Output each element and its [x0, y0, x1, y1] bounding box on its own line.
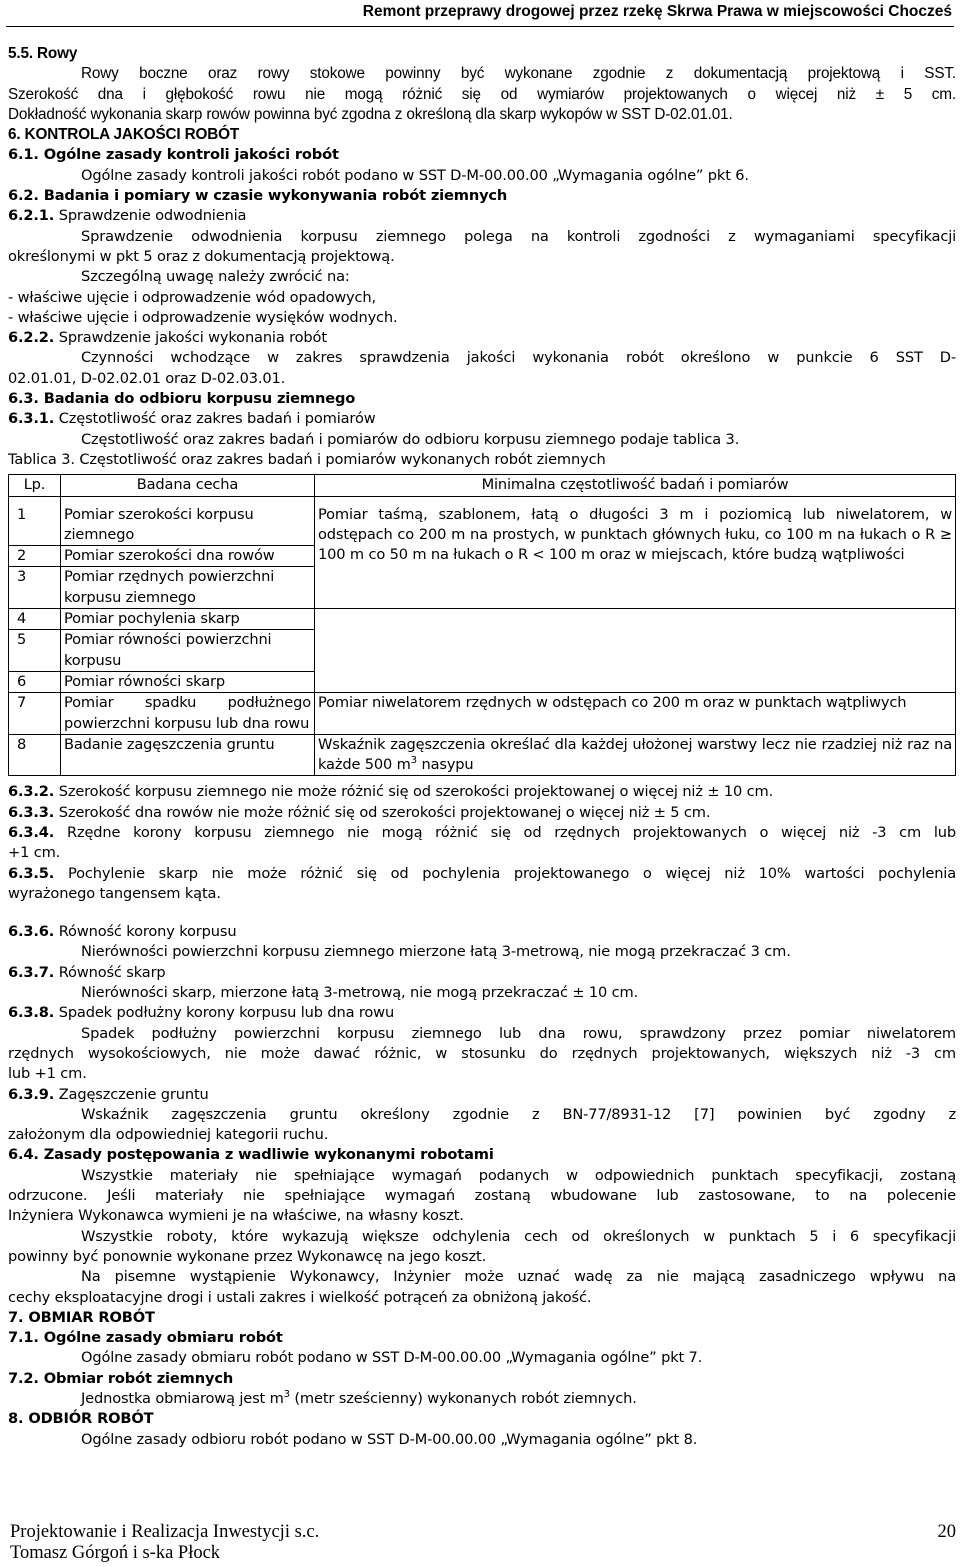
table-cell-czestotliwosc: Pomiar niwelatorem rzędnych w odstępach co 200 m oraz w punktach wątpliwych: [315, 693, 956, 735]
paragraph: powinny być ponownie wykonane przez Wykonawcę na jego koszt.: [8, 1247, 487, 1265]
table-header-cell: Badana cecha: [61, 475, 315, 496]
paragraph: Jednostka obmiarową jest $m^3$ (metr sześcienny) wykonanych robót ziemnych.: [81, 1389, 637, 1407]
paragraph: 6.3.3. Szerokość dna rowów nie może różnić się od szerokości projektowanej o więcej niż ± 5 cm.: [8, 803, 711, 821]
table-cell-cecha: Pomiar równości skarp: [61, 671, 315, 692]
table-cell-cecha: Pomiar pochylenia skarp: [61, 609, 315, 630]
page-header: Remont przeprawy drogowej przez rzekę Skrwa Prawa w miejscowości Chocześ: [362, 3, 952, 20]
table-caption: Tablica 3. Częstotliwość oraz zakres badań i pomiarów wykonanych robót ziemnych: [8, 450, 606, 468]
paragraph: założonym dla odpowiedniej kategorii ruchu.: [8, 1126, 329, 1144]
document-body: [8, 44, 956, 1450]
page-footer: [10, 1522, 956, 1564]
paragraph: Wszystkie roboty, które wykazują większe odchylenia cech od określonych w punktach 5 i 6 specyfikacji: [81, 1227, 956, 1245]
paragraph: cechy eksploatacyjne drogi i ustali zakres i wielkość potrąceń za obniżoną jakość.: [8, 1288, 592, 1306]
table-3: [8, 474, 956, 776]
paragraph: określonymi w pkt 5 oraz z dokumentacją projektową.: [8, 247, 395, 265]
table-cell-cecha: Badanie zagęszczenia gruntu: [61, 734, 315, 776]
section-heading: 6.4. Zasady postępowania z wadliwie wykonanymi robotami: [8, 1146, 494, 1164]
table-cell-nr: 1: [9, 496, 61, 546]
table-cell-czestotliwosc: Pomiar taśmą, szablonem, łatą o długości 3 m i poziomicą lub niwelatorem, w odstępach co 200 m na prostych, w punktach głównych łuku, co 100 m na łukach o R ≥ 100 m co 50 m na łukach o R < 100 m oraz w miejscach, które budzą wątpliwości: [315, 496, 956, 608]
paragraph: Nierówności powierzchni korpusu ziemnego mierzone łatą 3-metrową, nie mogą przekraczać 3 cm.: [81, 943, 791, 961]
subsection-heading: 6.3.6. Równość korony korpusu: [8, 923, 237, 941]
section-heading: 6.3. Badania do odbioru korpusu ziemnego: [8, 390, 356, 408]
table-cell-cecha: Pomiar równości powierzchni korpusu: [61, 630, 315, 672]
subsection-heading: 6.3.7. Równość skarp: [8, 963, 166, 981]
paragraph: 6.3.4. Rzędne korony korpusu ziemnego nie mogą różnić się od rzędnych projektowanych o więcej niż -3 cm lub: [8, 823, 956, 841]
paragraph: odrzucone. Jeśli materiały nie spełniające wymagań zostaną wbudowane lub zastosowane, to na polecenie: [8, 1187, 956, 1205]
table-cell-czestotliwosc-empty: [315, 609, 956, 693]
section-heading: 8. ODBIÓR ROBÓT: [8, 1410, 154, 1428]
table-cell-nr: 5: [9, 630, 61, 672]
paragraph: Szczególną uwagę należy zwrócić na:: [81, 268, 350, 286]
paragraph: Spadek podłużny powierzchni korpusu ziemnego lub dna rowu, sprawdzony przez pomiar niwelatorem: [81, 1024, 956, 1042]
section-heading: 5.5. Rowy: [8, 45, 78, 62]
paragraph: Rowy boczne oraz rowy stokowe powinny być wykonane zgodnie z dokumentacją projektową i SST.: [81, 65, 956, 83]
table-cell-nr: 7: [9, 693, 61, 735]
paragraph: rzędnych wysokościowych, nie może dawać różnic, w stosunku do rzędnych projektowanych, większych niż -3 cm: [8, 1044, 956, 1062]
paragraph: +1 cm.: [8, 844, 61, 862]
paragraph: Wskaźnik zagęszczenia gruntu określony zgodnie z BN-77/8931-12 [7] powinien być zgodny z: [81, 1105, 956, 1123]
table-row: [9, 693, 956, 735]
table-cell-nr: 3: [9, 567, 61, 609]
paragraph: Częstotliwość oraz zakres badań i pomiarów do odbioru korpusu ziemnego podaje tablica 3.: [81, 430, 740, 448]
section-heading: 6.2. Badania i pomiary w czasie wykonywania robót ziemnych: [8, 187, 508, 205]
paragraph: 6.3.5. Pochylenie skarp nie może różnić się od pochylenia projektowanego o więcej niż 10% wartości pochylenia: [8, 864, 956, 882]
paragraph: Ogólne zasady obmiaru robót podano w SST D-M-00.00.00 „Wymagania ogólne” pkt 7.: [81, 1349, 703, 1367]
section-heading: 7.2. Obmiar robót ziemnych: [8, 1369, 234, 1387]
table-cell-nr: 6: [9, 671, 61, 692]
footer-company: Projektowanie i Realizacja Inwestycji s.c.: [10, 1522, 320, 1542]
table-cell-nr: 2: [9, 546, 61, 567]
table-cell-czestotliwosc: Wskaźnik zagęszczenia określać dla każdej ułożonej warstwy lecz nie rzadziej niż raz na każde 500 $m^3$ nasypu: [315, 734, 956, 776]
subsection-heading: 6.2.1. Sprawdzenie odwodnienia: [8, 207, 247, 225]
paragraph: Nierówności skarp, mierzone łatą 3-metrową, nie mogą przekraczać ± 10 cm.: [81, 984, 639, 1002]
table-cell-nr: 8: [9, 734, 61, 776]
table-cell-cecha: Pomiar szerokości dna rowów: [61, 546, 315, 567]
paragraph: Inżyniera Wykonawca wymieni je na właściwe, na własny koszt.: [8, 1207, 464, 1225]
table-cell-cecha: Pomiar rzędnych powierzchni korpusu ziemnego: [61, 567, 315, 609]
subsection-heading: 6.2.2. Sprawdzenie jakości wykonania robót: [8, 329, 327, 347]
paragraph: lub +1 cm.: [8, 1065, 87, 1083]
paragraph: Wszystkie materiały nie spełniające wymagań podanych w odpowiednich punktach specyfikacji, zostaną: [81, 1166, 956, 1184]
paragraph: Na pisemne wystąpienie Wykonawcy, Inżynier może uznać wadę za nie mającą zasadniczego wpływu na: [81, 1268, 956, 1286]
paragraph: Szerokość dna i głębokość rowu nie mogą różnić się od wymiarów projektowanych o więcej niż ± 5 cm.: [8, 85, 956, 103]
table-row: [9, 496, 956, 546]
section-heading: 7. OBMIAR ROBÓT: [8, 1308, 155, 1326]
paragraph: wyrażonego tangensem kąta.: [8, 884, 221, 902]
subsection-heading: 6.3.9. Zagęszczenie gruntu: [8, 1085, 209, 1103]
footer-names: Tomasz Górgoń i s-ka Płock: [10, 1543, 221, 1563]
table-row: [9, 609, 956, 630]
list-item: - właściwe ujęcie i odprowadzenie wysięków wodnych.: [8, 308, 398, 326]
table-cell-nr: 4: [9, 609, 61, 630]
table-header-cell: Lp.: [9, 475, 61, 496]
page-number: 20: [937, 1522, 956, 1542]
table-cell-cecha: Pomiar spadku podłużnego powierzchni korpusu lub dna rowu: [61, 693, 315, 735]
paragraph: Sprawdzenie odwodnienia korpusu ziemnego polega na kontroli zgodności z wymaganiami specyfikacji: [81, 227, 956, 245]
paragraph: 6.3.2. Szerokość korpusu ziemnego nie może różnić się od szerokości projektowanej o więcej niż ± 10 cm.: [8, 783, 774, 801]
table-cell-cecha: Pomiar szerokości korpusu ziemnego: [61, 496, 315, 546]
header-rule: [6, 26, 954, 27]
paragraph: Czynności wchodzące w zakres sprawdzenia jakości wykonania robót określono w punkcie 6 SST D-: [81, 349, 956, 367]
subsection-heading: 6.3.1. Częstotliwość oraz zakres badań i pomiarów: [8, 410, 376, 428]
table-header-cell: Minimalna częstotliwość badań i pomiarów: [315, 475, 956, 496]
list-item: - właściwe ujęcie i odprowadzenie wód opadowych,: [8, 288, 376, 306]
paragraph: Ogólne zasady odbioru robót podano w SST D-M-00.00.00 „Wymagania ogólne” pkt 8.: [81, 1430, 698, 1448]
subsection-heading: 6.3.8. Spadek podłużny korony korpusu lub dna rowu: [8, 1004, 395, 1022]
paragraph: 02.01.01, D-02.02.01 oraz D-02.03.01.: [8, 369, 286, 387]
table-row: [9, 734, 956, 776]
paragraph: Dokładność wykonania skarp rowów powinna być zgodna z określoną dla skarp wykopów w SST D-02.01.01.: [8, 105, 733, 123]
table-header-row: [9, 475, 956, 496]
section-heading: 6.1. Ogólne zasady kontroli jakości robót: [8, 146, 339, 164]
section-heading: 7.1. Ogólne zasady obmiaru robót: [8, 1329, 283, 1347]
spacer: [8, 904, 956, 922]
section-heading: 6. KONTROLA JAKOŚCI ROBÓT: [8, 126, 240, 144]
paragraph: Ogólne zasady kontroli jakości robót podano w SST D-M-00.00.00 „Wymagania ogólne” pkt 6.: [81, 166, 749, 184]
